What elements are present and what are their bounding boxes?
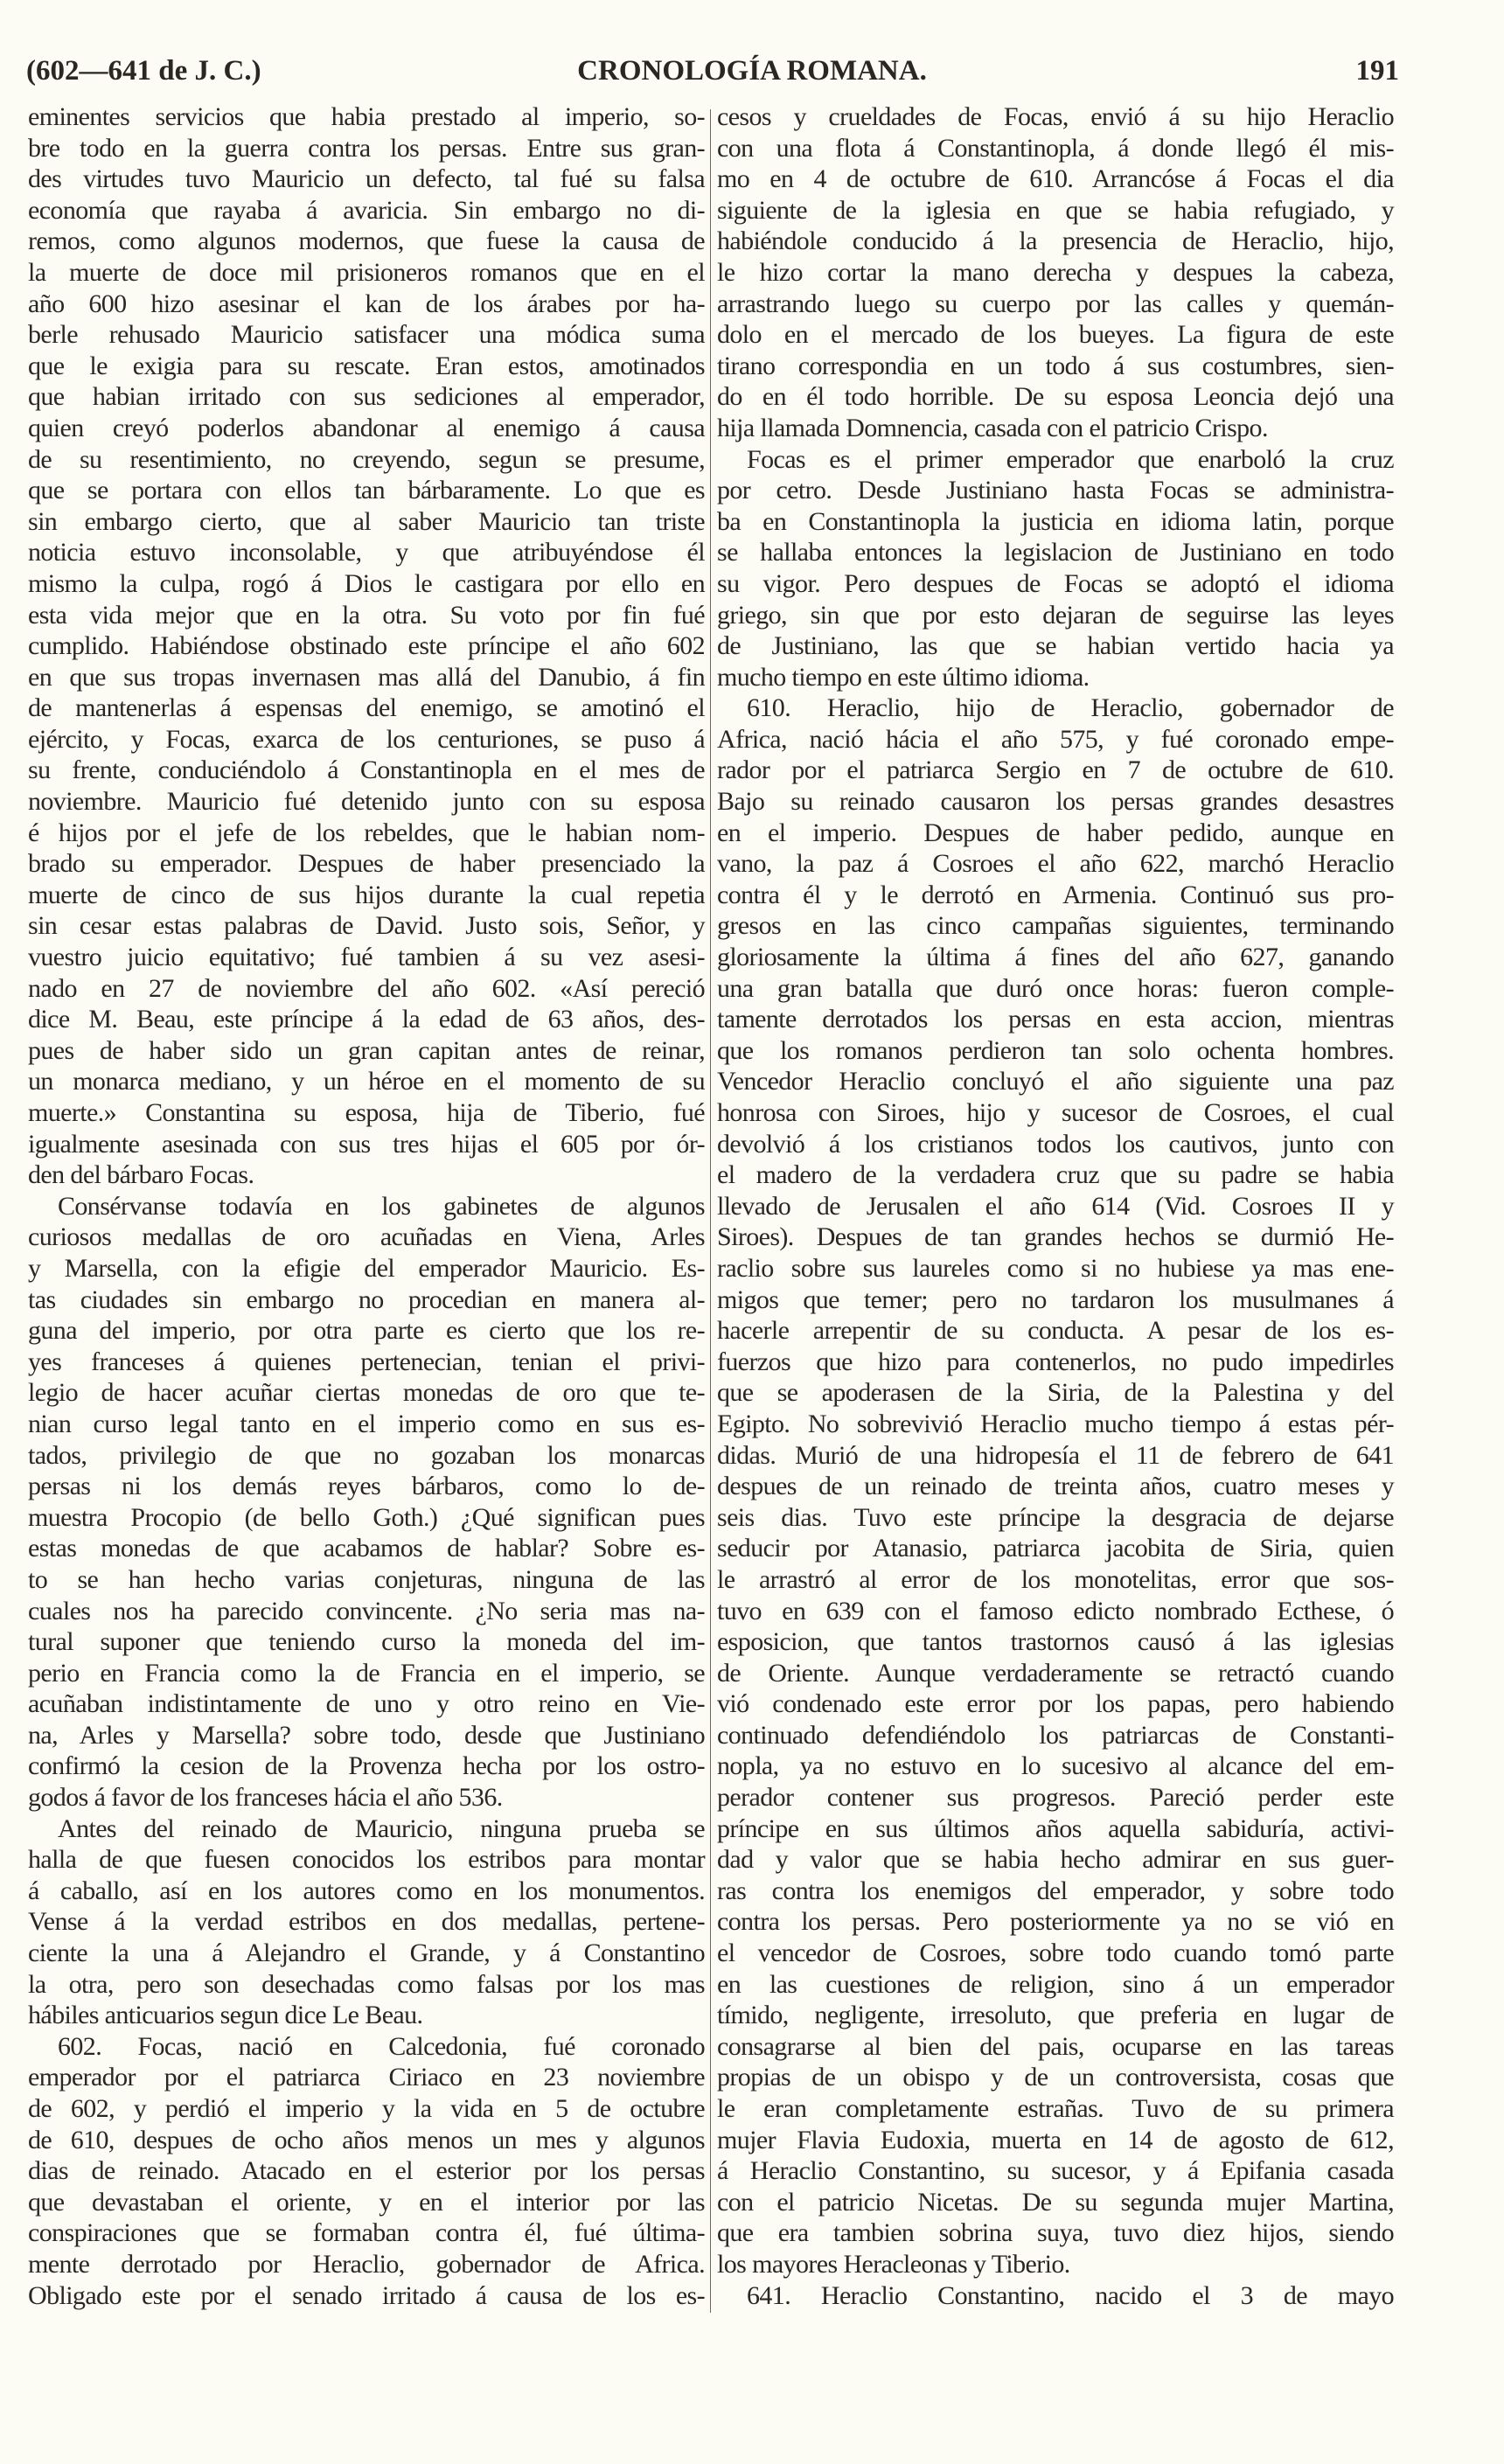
text-line: seducir por Atanasio, patriarca jacobita de Siria, quien <box>717 1534 1394 1563</box>
text-line: esposicion, que tantos trastornos causó á las iglesias <box>717 1627 1394 1657</box>
text-line: habiéndole conducido á la presencia de Heraclio, hijo, <box>717 226 1394 256</box>
text-line: to se han hecho varias conjeturas, ninguna de las <box>28 1564 705 1594</box>
text-line: le arrastró al error de los monotelitas, error que sos- <box>717 1564 1394 1594</box>
text-line: do en él todo horrible. De su esposa Leoncia dejó una <box>717 382 1394 412</box>
text-line: mo en 4 de octubre de 610. Arrancóse á Focas el dia <box>717 164 1394 194</box>
text-line: de 610, despues de ocho años menos un mes y algunos <box>28 2125 705 2154</box>
text-line: gresos en las cinco campañas siguientes, terminando <box>717 911 1394 941</box>
text-line: 602. Focas, nació en Calcedonia, fué coronado <box>58 2031 705 2061</box>
text-line: hábiles anticuarios segun dice Le Beau. <box>28 2001 423 2030</box>
text-line: bre todo en la guerra contra los persas. Entre sus gran- <box>28 133 705 163</box>
text-line: yes franceses á quienes pertenecian, tenian el privi- <box>28 1347 705 1376</box>
text-line: príncipe en sus últimos años aquella sabiduría, activi- <box>717 1813 1394 1843</box>
text-line: des virtudes tuvo Mauricio un defecto, tal fué su falsa <box>28 164 705 194</box>
text-line: tirano correspondia en un todo á sus costumbres, sien- <box>717 351 1394 380</box>
text-line: ras contra los enemigos del emperador, y sobre todo <box>717 1876 1394 1905</box>
text-line: hija llamada Domnencia, casada con el patricio Crispo. <box>717 413 1268 442</box>
text-line: acuñaban indistintamente de uno y otro reino en Vie- <box>28 1689 705 1719</box>
running-head-title: CRONOLOGÍA ROMANA. <box>577 55 927 87</box>
text-line: la muerte de doce mil prisioneros romanos que en el <box>28 257 705 287</box>
text-line: le hizo cortar la mano derecha y despues la cabeza, <box>717 257 1394 287</box>
text-line: cesos y crueldades de Focas, envió á su hijo Heraclio <box>717 102 1394 131</box>
text-line: Egipto. No sobrevivió Heraclio mucho tiempo á estas pér- <box>717 1409 1394 1438</box>
text-line: dice M. Beau, este príncipe á la edad de 63 años, des- <box>28 1005 705 1034</box>
text-line: migos que temer; pero no tardaron los musulmanes á <box>717 1284 1394 1314</box>
text-line: curiosos medallas de oro acuñadas en Viena, Arles <box>28 1222 705 1252</box>
text-line: hacerle arrepentir de su conducta. A pesar de los es- <box>717 1316 1394 1346</box>
text-line: economía que rayaba á avaricia. Sin embargo no di- <box>28 195 705 225</box>
text-line: igualmente asesinada con sus tres hijas el 605 por ór- <box>28 1129 705 1159</box>
text-line: gloriosamente la última á fines del año 627, ganando <box>717 943 1394 972</box>
text-line: los mayores Heracleonas y Tiberio. <box>717 2249 1070 2279</box>
text-line: se hallaba entonces la legislacion de Justiniano en todo <box>717 538 1394 567</box>
text-line: Vense á la verdad estribos en dos medallas, pertene- <box>28 1907 705 1937</box>
text-line: año 600 hizo asesinar el kan de los árabes por ha- <box>28 289 705 318</box>
text-line: eminentes servicios que habia prestado al imperio, so- <box>28 102 705 131</box>
text-line: que se apoderasen de la Siria, de la Palestina y del <box>717 1378 1394 1408</box>
text-line: esta vida mejor que en la otra. Su voto por fin fué <box>28 600 705 630</box>
text-line: devolvió á los cristianos todos los cautivos, junto con <box>717 1129 1394 1159</box>
text-line: pues de haber sido un gran capitan antes de reinar, <box>28 1035 705 1065</box>
text-line: y Marsella, con la efigie del emperador Mauricio. Es- <box>28 1253 705 1283</box>
text-line: que devastaban el oriente, y en el interior por las <box>28 2187 705 2217</box>
text-column-left <box>28 101 705 2311</box>
text-line: Obligado este por el senado irritado á causa de los es- <box>28 2280 705 2310</box>
text-line: honrosa con Siroes, hijo y sucesor de Cosroes, el cual <box>717 1098 1394 1127</box>
text-line: ejército, y Focas, exarca de los centuriones, se puso á <box>28 724 705 754</box>
text-line: despues de un reinado de treinta años, cuatro meses y <box>717 1472 1394 1501</box>
text-line: de Justiniano, las que se habian vertido hacia ya <box>717 631 1394 661</box>
text-line: rador por el patriarca Sergio en 7 de octubre de 610. <box>717 755 1394 785</box>
text-line: nopla, ya no estuvo en lo sucesivo al alcance del em- <box>717 1751 1394 1781</box>
text-line: de mantenerlas á espensas del enemigo, se amotinó el <box>28 693 705 723</box>
text-line: siguiente de la iglesia en que se habia refugiado, y <box>717 195 1394 225</box>
text-line: 610. Heraclio, hijo de Heraclio, gobernador de <box>747 693 1394 723</box>
text-line: mujer Flavia Eudoxia, muerta en 14 de agosto de 612, <box>717 2125 1394 2154</box>
text-line: sin embargo cierto, que al saber Mauricio tan triste <box>28 506 705 536</box>
text-line: guna del imperio, por otra parte es cierto que los re- <box>28 1316 705 1346</box>
text-line: godos á favor de los franceses hácia el año 536. <box>28 1783 503 1813</box>
text-line: é hijos por el jefe de los rebeldes, que le habian nom- <box>28 818 705 847</box>
text-line: por cetro. Desde Justiniano hasta Focas se administra- <box>717 476 1394 505</box>
text-line: tímido, negligente, irresoluto, que preferia en lugar de <box>717 2001 1394 2030</box>
text-line: llevado de Jerusalen el año 614 (Vid. Cosroes II y <box>717 1191 1394 1221</box>
text-line: perio en Francia como la de Francia en el imperio, se <box>28 1658 705 1688</box>
text-line: en las cuestiones de religion, sino á un emperador <box>717 1969 1394 1999</box>
text-line: persas ni los demás reyes bárbaros, como lo de- <box>28 1472 705 1501</box>
text-line: berle rehusado Mauricio satisfacer una módica suma <box>28 320 705 350</box>
text-line: confirmó la cesion de la Provenza hecha por los ostro- <box>28 1751 705 1781</box>
text-line: mucho tiempo en este último idioma. <box>717 662 1090 692</box>
text-line: dad y valor que se habia hecho admirar en sus guer- <box>717 1845 1394 1875</box>
text-line: didas. Murió de una hidropesía el 11 de febrero de 641 <box>717 1440 1394 1470</box>
text-line: conspiraciones que se formaban contra él, fué última- <box>28 2218 705 2248</box>
text-line: Bajo su reinado causaron los persas grandes desastres <box>717 787 1394 817</box>
text-line: muestra Procopio (de bello Goth.) ¿Qué significan pues <box>28 1502 705 1532</box>
text-line: consagrarse al bien del pais, ocuparse en las tareas <box>717 2031 1394 2061</box>
text-line: nado en 27 de noviembre del año 602. «Así pereció <box>28 973 705 1003</box>
page-number: 191 <box>1355 55 1399 87</box>
text-line: la otra, pero son desechadas como falsas por los mas <box>28 1969 705 1999</box>
text-line: el vencedor de Cosroes, sobre todo cuando tomó parte <box>717 1938 1394 1968</box>
text-line: con una flota á Constantinopla, á donde llegó él mis- <box>717 133 1394 163</box>
text-line: emperador por el patriarca Ciriaco en 23 noviembre <box>28 2063 705 2092</box>
text-line: de Oriente. Aunque verdaderamente se retractó cuando <box>717 1658 1394 1688</box>
text-line: contra los persas. Pero posteriormente ya no se vió en <box>717 1907 1394 1937</box>
text-line: vano, la paz á Cosroes el año 622, marchó Heraclio <box>717 849 1394 879</box>
text-line: en que sus tropas invernasen mas allá del Danubio, á fin <box>28 662 705 692</box>
text-line: halla de que fuesen conocidos los estribos para montar <box>28 1845 705 1875</box>
text-line: muerte de cinco de sus hijos durante la cual repetia <box>28 880 705 909</box>
text-line: legio de hacer acuñar ciertas monedas de oro que te- <box>28 1378 705 1408</box>
text-line: griego, sin que por esto dejaran de seguirse las leyes <box>717 600 1394 630</box>
text-line: tamente derrotados los persas en esta accion, mientras <box>717 1005 1394 1034</box>
text-line: cuales nos ha parecido convincente. ¿No seria mas na- <box>28 1596 705 1625</box>
text-line: una gran batalla que duró once horas: fueron comple- <box>717 973 1394 1003</box>
text-line: brado su emperador. Despues de haber presenciado la <box>28 849 705 879</box>
text-line: vuestro juicio equitativo; fué tambien á su vez asesi- <box>28 943 705 972</box>
text-line: quien creyó poderlos abandonar al enemigo á causa <box>28 413 705 442</box>
text-line: na, Arles y Marsella? sobre todo, desde que Justiniano <box>28 1720 705 1750</box>
text-line: á Heraclio Constantino, su sucesor, y á Epifania casada <box>717 2156 1394 2186</box>
text-line: de 602, y perdió el imperio y la vida en 5 de octubre <box>28 2094 705 2123</box>
text-line: estas monedas de que acabamos de hablar? Sobre es- <box>28 1534 705 1563</box>
text-line: le eran completamente estrañas. Tuvo de su primera <box>717 2094 1394 2123</box>
text-line: continuado defendiéndolo los patriarcas de Constanti- <box>717 1720 1394 1750</box>
text-line: Consérvanse todavía en los gabinetes de algunos <box>58 1191 705 1221</box>
text-line: den del bárbaro Focas. <box>28 1160 254 1190</box>
text-line: que los romanos perdieron tan solo ochenta hombres. <box>717 1035 1394 1065</box>
text-line: un monarca mediano, y un héroe en el momento de su <box>28 1067 705 1096</box>
text-line: noviembre. Mauricio fué detenido junto con su esposa <box>28 787 705 817</box>
text-line: ba en Constantinopla la justicia en idioma latin, porque <box>717 506 1394 536</box>
column-divider <box>710 109 711 2313</box>
text-line: vió condenado este error por los papas, pero habiendo <box>717 1689 1394 1719</box>
text-line: su vigor. Pero despues de Focas se adoptó el idioma <box>717 568 1394 598</box>
text-line: Vencedor Heraclio concluyó el año siguiente una paz <box>717 1067 1394 1096</box>
text-line: su frente, conduciéndolo á Constantinopla en el mes de <box>28 755 705 785</box>
text-line: Siroes). Despues de tan grandes hechos se durmió He- <box>717 1222 1394 1252</box>
text-line: mismo la culpa, rogó á Dios le castigara por ello en <box>28 568 705 598</box>
text-column-right <box>717 101 1394 2311</box>
text-line: perador contener sus progresos. Pareció perder este <box>717 1783 1394 1813</box>
text-line: noticia estuvo inconsolable, y que atribuyéndose él <box>28 538 705 567</box>
text-line: que se portara con ellos tan bárbaramente. Lo que es <box>28 476 705 505</box>
text-line: dias de reinado. Atacado en el esterior por los persas <box>28 2156 705 2186</box>
text-line: en el imperio. Despues de haber pedido, aunque en <box>717 818 1394 847</box>
text-line: sin cesar estas palabras de David. Justo sois, Señor, y <box>28 911 705 941</box>
text-line: Focas es el primer emperador que enarboló la cruz <box>747 444 1394 474</box>
text-line: seis dias. Tuvo este príncipe la desgracia de dejarse <box>717 1502 1394 1532</box>
text-line: que habian irritado con sus sediciones al emperador, <box>28 382 705 412</box>
text-line: mente derrotado por Heraclio, gobernador de Africa. <box>28 2249 705 2279</box>
text-line: nian curso legal tanto en el imperio como en sus es- <box>28 1409 705 1438</box>
text-line: propias de un obispo y de un controversista, cosas que <box>717 2063 1394 2092</box>
text-line: ciente la una á Alejandro el Grande, y á Constantino <box>28 1938 705 1968</box>
text-line: el madero de la verdadera cruz que su padre se habia <box>717 1160 1394 1190</box>
text-line: muerte.» Constantina su esposa, hija de Tiberio, fué <box>28 1098 705 1127</box>
text-line: que le exigia para su rescate. Eran estos, amotinados <box>28 351 705 380</box>
text-line: contra él y le derrotó en Armenia. Continuó sus pro- <box>717 880 1394 909</box>
text-line: que era tambien sobrina suya, tuvo diez hijos, siendo <box>717 2218 1394 2248</box>
text-line: tural suponer que teniendo curso la moneda del im- <box>28 1627 705 1657</box>
text-line: Africa, nació hácia el año 575, y fué coronado empe- <box>717 724 1394 754</box>
text-line: raclio sobre sus laureles como si no hubiese ya mas ene- <box>717 1253 1394 1283</box>
text-line: á caballo, así en los autores como en los monumentos. <box>28 1876 705 1905</box>
text-line: Antes del reinado de Mauricio, ninguna prueba se <box>58 1813 705 1843</box>
text-line: arrastrando luego su cuerpo por las calles y quemán- <box>717 289 1394 318</box>
text-line: fuerzos que hizo para contenerlos, no pudo impedirles <box>717 1347 1394 1376</box>
text-line: remos, como algunos modernos, que fuese la causa de <box>28 226 705 256</box>
running-head-date-range: (602—641 de J. C.) <box>26 55 261 87</box>
text-line: con el patricio Nicetas. De su segunda mujer Martina, <box>717 2187 1394 2217</box>
text-line: tas ciudades sin embargo no procedian en manera al- <box>28 1284 705 1314</box>
text-line: tuvo en 639 con el famoso edicto nombrado Ecthese, ó <box>717 1596 1394 1625</box>
text-line: cumplido. Habiéndose obstinado este príncipe el año 602 <box>28 631 705 661</box>
text-line: dolo en el mercado de los bueyes. La figura de este <box>717 320 1394 350</box>
text-line: de su resentimiento, no creyendo, segun se presume, <box>28 444 705 474</box>
text-line: 641. Heraclio Constantino, nacido el 3 de mayo <box>747 2280 1394 2310</box>
text-line: tados, privilegio de que no gozaban los monarcas <box>28 1440 705 1470</box>
